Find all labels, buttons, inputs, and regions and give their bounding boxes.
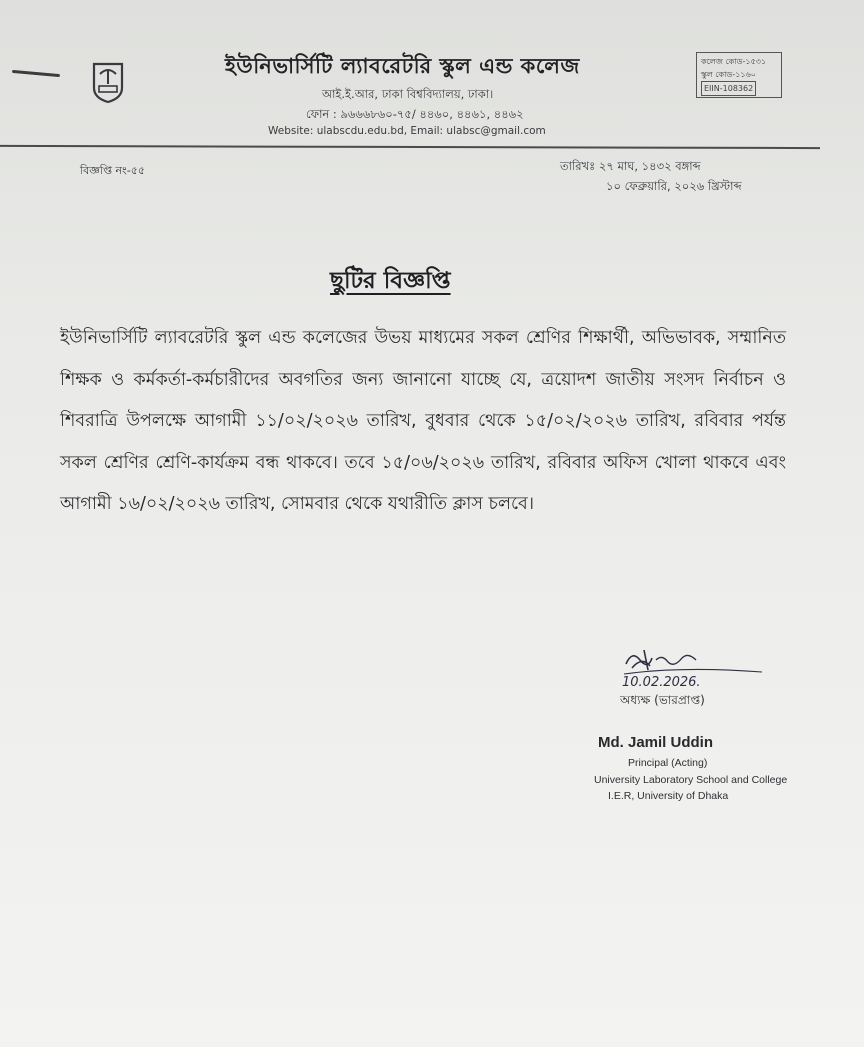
signatory-name: Md. Jamil Uddin bbox=[598, 734, 714, 751]
header-divider bbox=[0, 145, 820, 149]
school-website-email: Website: ulabscdu.edu.bd, Email: ulabsc@gmail.com bbox=[268, 125, 546, 137]
school-phone: ফোন : ৯৬৬৬৮৬০-৭৫/ ৪৪৬০, ৪৪৬১, ৪৪৬২ bbox=[306, 107, 524, 121]
signatory-title-bangla: অধ্যক্ষ (ভারপ্রাপ্ত) bbox=[620, 693, 705, 707]
school-name: ইউনিভার্সিটি ল্যাবরেটরি স্কুল এন্ড কলেজ bbox=[225, 54, 580, 78]
notice-reference-number: বিজ্ঞপ্তি নং-৫৫ bbox=[80, 164, 146, 177]
signatory-designation: Principal (Acting) bbox=[628, 757, 708, 769]
college-code: কলেজ কোড-১৫৩১ bbox=[701, 57, 767, 66]
school-code: স্কুল কোড-১১৬০ bbox=[701, 70, 756, 79]
notice-title: ছুটির বিজ্ঞপ্তি bbox=[330, 268, 451, 294]
eiin-code: EIIN-108362 bbox=[701, 81, 756, 96]
pen-mark bbox=[12, 70, 60, 77]
signature-date: 10.02.2026. bbox=[622, 675, 701, 688]
school-logo-icon bbox=[88, 60, 128, 104]
signatory-university: I.E.R, University of Dhaka bbox=[608, 790, 729, 802]
date-gregorian: ১০ ফেব্রুয়ারি, ২০২৬ খ্রিস্টাব্দ bbox=[606, 179, 742, 193]
institution-code-box bbox=[696, 52, 782, 98]
notice-body: ইউনিভার্সিটি ল্যাবরেটরি স্কুল এন্ড কলেজের উভয় মাধ্যমের সকল শ্রেণির শিক্ষার্থী, অভিভাবক, সম্মানিত শিক্ষক ও কর্মকর্তা-কর্মচারীদের অবগতির জন্য জানানো যাচ্ছে যে, ত্রয়োদশ জাতীয় সংসদ নির্বাচন ও শিবরাত্রি উপলক্ষে আগামী ১১/০২/২০২৬ তারিখ, বুধবার থেকে ১৫/০২/২০২৬ তারিখ, রবিবার পর্যন্ত সকল শ্রেণির শ্রেণি-কার্যক্রম বন্ধ থাকবে। তবে ১৫/০৬/২০২৬ তারিখ, রবিবার অফিস খোলা থাকবে এবং আগামী ১৬/০২/২০২৬ তারিখ, সোমবার থেকে যথারীতি ক্লাস চলবে। bbox=[60, 328, 786, 514]
school-address: আই.ই.আর, ঢাকা বিশ্ববিদ্যালয়, ঢাকা। bbox=[322, 87, 494, 101]
date-bangla: তারিখঃ ২৭ মাঘ, ১৪৩২ বঙ্গাব্দ bbox=[560, 159, 701, 173]
signatory-institution: University Laboratory School and College bbox=[594, 774, 788, 786]
handwritten-signature bbox=[622, 642, 782, 688]
